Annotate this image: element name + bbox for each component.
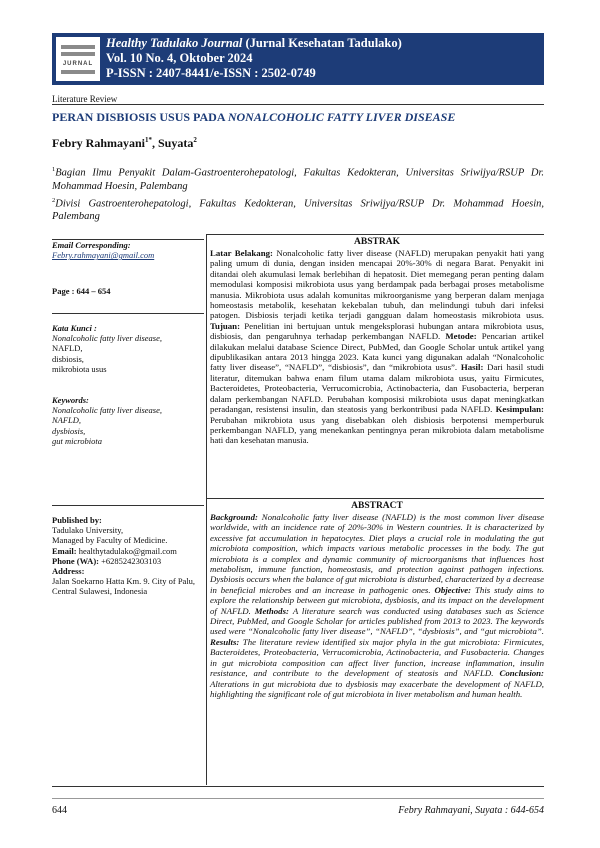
- journal-header-banner: [52, 33, 544, 85]
- authors: Febry Rahmayani$^{1*}$, Suyata$^2$: [52, 136, 197, 150]
- keywords-block: Keywords: Nonalcoholic fatty liver disease, NAFLD, dysbiosis, gut microbiota: [52, 395, 163, 446]
- bottom-rule: [52, 786, 544, 787]
- abstract-top-rule: [206, 498, 544, 499]
- journal-name: Healthy Tadulako Journal: [106, 36, 243, 50]
- affiliation-2: $^2$Divisi Gastroenterohepatologi, Fakultas Kedokteran, Universitas Sriwijya/RSUP Dr. Mohammad Hoesin, Palembang: [52, 196, 544, 222]
- publisher-block: Published by: Tadulako University, Managed by Faculty of Medicine. Email: healthytadulako@gmail.com Phone (WA): +6285242303103 Address: Jalan Soekarno Hatta Km. 9. City of Palu, Central Sulawesi, Indonesia: [52, 515, 204, 597]
- publisher-email[interactable]: healthytadulako@gmail.com: [78, 545, 177, 556]
- abstrak-text: Latar Belakang: Nonalcoholic fatty liver disease (NAFLD) merupakan penyakit hati yang paling umum di dunia, dengan insiden mencapai 20%-30% di negara Barat. Penyakit ini ditandai oleh akumulasi lemak berlebihan di hepatosit. Diet memegang peran penting dalam memodulasi komposisi mikrobiota usus yang berdampak pada berbagai proses metabolisme manusia. Mikrobiota usus adalah komunitas mikroorganisme yang berperan dalam menjaga homeostasis metabolik, kesehatan kekebalan tubuh, dan melindungi tubuh dari infeksi patogen. Disbiosis terjadi ketika terjadi gangguan dalam homeostasis mikrobiota usus. Tujuan: Penelitian ini bertujuan untuk mengeksplorasi hubungan antara mikrobiota usus, disbiosis, dan pengaruhnya terhadap perkembangan NAFLD. Metode: Pencarian artikel dilakukan melalui database Science Direct, PubMed, dan Google Scholar untuk artikel yang dipublikasikan antara 2013 hingga 2023. Kata kunci yang digunakan adalah “Nonalcoholic fatty liver disease”, “NAFLD”, “disbiosis”, dan “mikrobiota usus”. Hasil: Dari hasil studi literatur, ditemukan bahwa enam filum utama dalam mikrobiota usus, yaitu Firmicutes, Bacteroidetes, Proteobacteria, Verrucomicrobia, Actinobacteria, dan Fusobacteria, berperan dalam perkembangan NAFLD. Perubahan komposisi mikrobiota usus dapat meningkatkan peradangan, resistensi insulin, dan steatosis yang berkontribusi pada NAFLD. Kesimpulan: Perubahan mikrobiota usus yang disebabkan oleh disbiosis berpotensi memperburuk perkembangan NAFLD, yang menekankan pentingnya peran mikrobiota dalam metabolisme hati dan kesehatan manusia.: [210, 248, 545, 446]
- issn-line: P-ISSN : 2407-8441/e-ISSN : 2502-0749: [106, 66, 316, 80]
- abstrak-top-rule: [206, 234, 544, 235]
- page-number: 644: [52, 805, 67, 816]
- volume-line: Vol. 10 No. 4, Oktober 2024: [106, 51, 253, 65]
- affiliations: [52, 163, 544, 224]
- abstract-text: Background: Nonalcoholic fatty liver disease (NAFLD) is the most common liver disease worldwide, with an incidence rate of 20%-30% in Western countries. It is characterized by excessive fat accumulation in hepatocytes. Diet plays a crucial role in modulating the gut microbiota composition, which impacts various metabolic processes in the body. The gut microbiota is a complex and dynamic community of microorganisms that influences host metabolism, immune function, homeostasis, and protection against pathogen infections. Dysbiosis occurs when the balance of gut microbiota is disturbed, characterized by a decrease in beneficial microbes and an increase in pathogenic ones. Objective: This study aims to explore the relationship between gut microbiota, dysbiosis, and its impact on the development of NAFLD. Methods: A literature search was conducted using databases such as Science Direct, PubMed, and Google Scholar for articles published from 2013 to 2023. The keywords used were “Nonalcoholic fatty liver disease”, “NAFLD”, “dysbiosis”, and “gut microbiota”. Results: The literature review identified six major phyla in the gut microbiota: Firmicutes, Bacteroidetes, Proteobacteria, Verrucomicrobia, Actinobacteria, and Fusobacteria. Changes in gut microbiota composition can affect liver function, increase inflammation, insulin resistance, and contribute to the development of steatosis and NAFLD. Conclusion: Alterations in gut microbiota due to dysbiosis may exacerbate the development of NAFLD, highlighting the significant role of gut microbiota in liver metabolism and human health.: [210, 512, 544, 699]
- sidebar-rule: [52, 505, 204, 506]
- journal-logo: JURNAL: [56, 37, 100, 81]
- footer-rule: [52, 798, 544, 799]
- abstrak-section: [210, 237, 544, 446]
- abstract-section: [210, 501, 544, 699]
- column-divider: [206, 499, 207, 785]
- publisher-phone: +6285242303103: [101, 555, 162, 566]
- kata-kunci-block: Kata Kunci : Nonalcoholic fatty liver disease, NAFLD, disbiosis, mikrobiota usus: [52, 323, 163, 374]
- abstract-heading: ABSTRACT: [351, 501, 403, 511]
- abstrak-heading: ABSTRAK: [354, 237, 400, 247]
- sidebar-rule: [52, 313, 204, 314]
- affiliation-1: $^1$Bagian Ilmu Penyakit Dalam-Gastroenterohepatologi, Fakultas Kedokteran, Universitas Sriwijya/RSUP Dr. Mohammad Hoesin, Palembang: [52, 166, 544, 192]
- article-type: Literature Review: [52, 94, 118, 104]
- publisher-address: Jalan Soekarno Hatta Km. 9. City of Palu, Central Sulawesi, Indonesia: [52, 576, 196, 597]
- column-divider: [206, 234, 207, 498]
- journal-info: [106, 36, 402, 81]
- sidebar-email-block: Email Corresponding: Febry.rahmayani@gmail.com: [52, 240, 204, 260]
- email-link[interactable]: Febry.rahmayani@gmail.com: [52, 250, 155, 261]
- sidebar-page: Page : 644 – 654: [52, 286, 111, 296]
- running-footer: Febry Rahmayani, Suyata : 644-654: [398, 805, 544, 816]
- journal-local-name: (Jurnal Kesehatan Tadulako): [242, 36, 402, 50]
- divider: [52, 104, 544, 105]
- article-title: PERAN DISBIOSIS USUS PADA NONALCOHOLIC FATTY LIVER DISEASE: [52, 110, 456, 124]
